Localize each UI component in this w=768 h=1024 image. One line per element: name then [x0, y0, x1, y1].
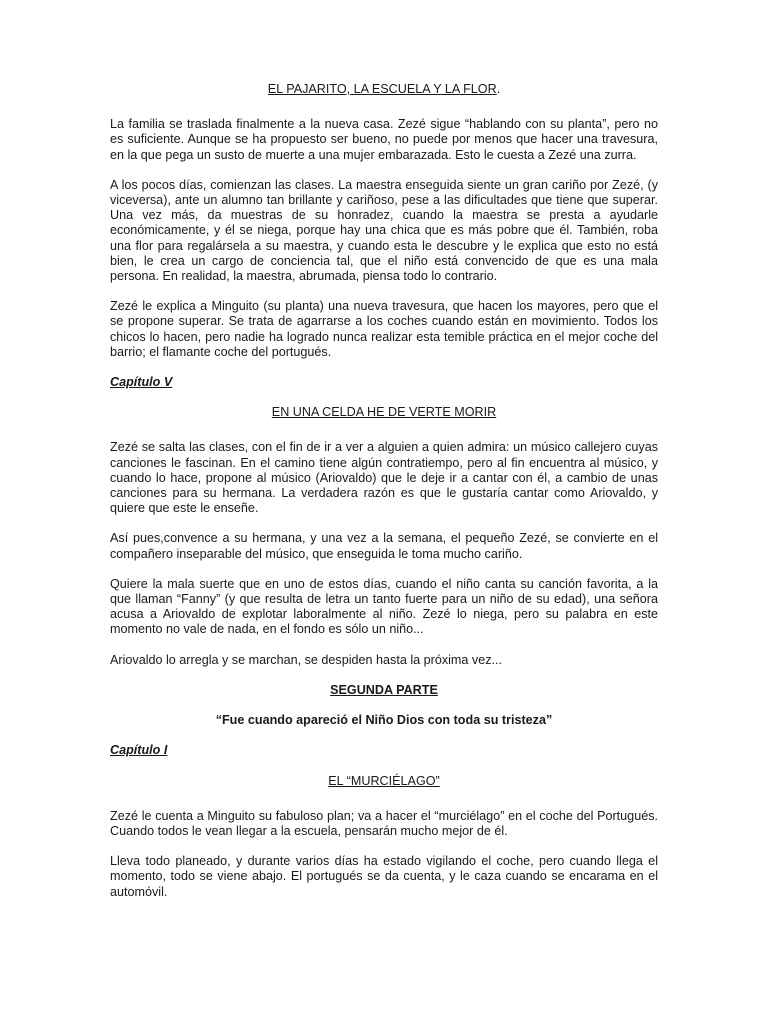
- part-quote: “Fue cuando apareció el Niño Dios con toda su tristeza”: [215, 713, 553, 728]
- section-title-murcielago: [110, 774, 658, 789]
- section-title-pajarito: [110, 82, 658, 97]
- paragraph-planeado: Lleva todo planeado, y durante varios días ha estado vigilando el coche, pero cuando llega el momento, todo se viene abajo. El portugués se da cuenta, y le caza cuando se encarama en el automóvil.: [110, 854, 658, 899]
- section-title-pajarito-period: .: [496, 82, 501, 96]
- paragraph-plan: Zezé le cuenta a Minguito su fabuloso plan; va a hacer el “murciélago” en el coche del Portugués. Cuando todos le vean llegar a la escuela, pensarán mucho mejor de él.: [110, 808, 658, 838]
- section-title-celda-text: EN UNA CELDA HE DE VERTE MORIR: [271, 405, 497, 420]
- paragraph-nueva-casa: La familia se traslada finalmente a la nueva casa. Zezé sigue “hablando con su planta”, pero no es suficiente. Aunque se ha propuesto ser bueno, no puede por menos que hacer una travesura, en la que pega un susto de muerte a una mujer embarazada. Esto le cuesta a Zezé una zurra.: [110, 117, 658, 162]
- paragraph-travesura: Zezé le explica a Minguito (su planta) una nueva travesura, que hacen los mayores, pero que el se propone superar. Se trata de agarrarse a los coches cuando están en movimiento. Todos los chicos lo hacen, pero nadie ha logrado nunca realizar esta temible práctica en el mejor coche del barrio; el flamante coche del portugués.: [110, 299, 658, 359]
- chapter-heading-v: Capítulo V: [110, 375, 173, 390]
- part-heading: [110, 683, 658, 698]
- paragraph-musico: Zezé se salta las clases, con el fin de ir a ver a alguien a quien admira: un músico callejero cuyas canciones le fascinan. En el camino tiene algún contratiempo, pero al fin encuentra al músico, y cuando lo hace, propone al músico (Ariovaldo) que le deje ir a cantar con él, a cambio de unas canciones para su hermana. La verdadera razón es que le gustaría cantar como Ariovaldo, y quiere que este le enseñe.: [110, 440, 658, 516]
- paragraph-clases: A los pocos días, comienzan las clases. La maestra enseguida siente un gran cariño por Zezé, (y viceversa), ante un alumno tan brillante y cariñoso, pese a las dificultades que tiene que superar. Una vez más, da muestras de su honradez, cuando la maestra se presta a ayudarle económicamente, y él se niega, porque hay una chica que es más pobre que él. También, roba una flor para regalársela a su maestra, y cuando esta le descubre y le explica que esto no está bien, le crea un cargo de conciencia tal, que el niño está convencido de que es una mala persona. En realidad, la maestra, abrumada, piensa todo lo contrario.: [110, 177, 658, 284]
- section-title-pajarito-text: EL PAJARITO, LA ESCUELA Y LA FLOR: [267, 82, 497, 96]
- paragraph-hermana: Así pues,convence a su hermana, y una vez a la semana, el pequeño Zezé, se convierte en el compañero inseparable del músico, que enseguida le toma mucho cariño.: [110, 531, 658, 561]
- document-page: [110, 82, 658, 900]
- chapter-heading-i: Capítulo I: [110, 743, 168, 758]
- paragraph-ariovaldo: Ariovaldo lo arregla y se marchan, se despiden hasta la próxima vez...: [110, 652, 503, 667]
- section-title-murcielago-text: EL “MURCIÉLAGO”: [328, 773, 440, 788]
- part-heading-text: SEGUNDA PARTE: [330, 682, 438, 697]
- section-title-celda: [110, 405, 658, 420]
- paragraph-fanny: Quiere la mala suerte que en uno de estos días, cuando el niño canta su canción favorita, a la que llaman “Fanny” (y que resulta de letra un tanto fuerte para un niño de su edad), una señora acusa a Ariovaldo de explotar laboralmente al niño. Zezé lo niega, pero su palabra en este momento no vale de nada, en el fondo es sólo un niño...: [110, 576, 658, 637]
